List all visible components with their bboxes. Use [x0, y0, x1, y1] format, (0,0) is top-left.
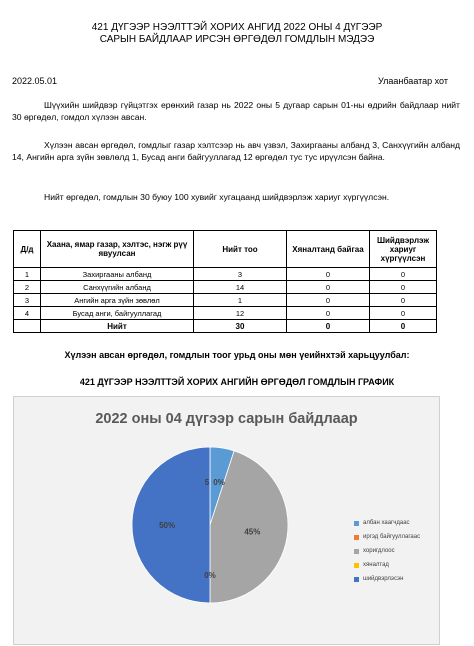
total-monitoring: 0: [287, 320, 370, 333]
cell: 12: [194, 307, 287, 320]
paragraph-1: Шүүхийн шийдвэр гүйцэтгэх ерөнхий газар нь 2022 оны 5 дугаар сарын 01-ны өдрийн байдлаар нийт 30 өргөдөл, гомдол хүлээн авсан.: [12, 100, 460, 122]
chart-title: 2022 оны 04 дүгээр сарын байдлаар: [95, 411, 358, 427]
legend-swatch: [354, 535, 359, 540]
cell: 0: [287, 307, 370, 320]
total-count: 30: [194, 320, 287, 333]
cell: Ангийн арга зүйн зөвлөл: [41, 294, 194, 307]
cell: Захиргааны албанд: [41, 268, 194, 281]
cell: 0: [287, 281, 370, 294]
table-total-row: [14, 320, 437, 333]
cell: [14, 320, 41, 333]
legend-item-1: [354, 530, 420, 544]
cell: 14: [194, 281, 287, 294]
cell: 0: [370, 294, 437, 307]
pie-data-label-1: 0%: [213, 478, 225, 487]
legend-swatch: [354, 549, 359, 554]
chart-area: [13, 396, 440, 645]
report-table: [13, 230, 437, 333]
pie-data-label-2: 45%: [244, 527, 261, 537]
cell: 0: [287, 294, 370, 307]
comparison-note: Хүлээн авсан өргөдөл, гомдлын тоог урьд оны мөн үеийнхтэй харьцуулбал:: [64, 350, 410, 360]
report-title: [0, 22, 474, 46]
total-resolved: 0: [370, 320, 437, 333]
table-row: [14, 307, 437, 320]
paragraph-2: Хүлээн авсан өргөдөл, гомдлыг газар хэлтсээр нь авч үзвэл, Захиргааны албанд 3, Санхүүгийн албанд 14, Ангийн арга зүйн зөвлөлд 1, Бусад анги байгууллагад 12 өргөдөл тус тус ирүүлсэн байна.: [12, 140, 460, 162]
cell: 0: [370, 268, 437, 281]
legend-item-2: [354, 544, 420, 558]
cell: 1: [14, 268, 41, 281]
legend-swatch: [354, 521, 359, 526]
legend-label: хоригдлоос: [363, 548, 395, 554]
pie-data-label-4: 50%: [159, 521, 176, 530]
pie-data-label-0: 5: [204, 478, 210, 487]
legend-label: хяналтад: [363, 562, 389, 568]
chart-heading: 421 ДҮГЭЭР НЭЭЛТТЭЙ ХОРИХ АНГИЙН ӨРГӨДӨЛ ГОМДЛЫН ГРАФИК: [79, 377, 395, 387]
legend-label: албан хаагчдаас: [363, 520, 410, 526]
cell: 4: [14, 307, 41, 320]
paragraph-3: Нийт өргөдөл, гомдлын 30 буюу 100 хувийг хугацаанд шийдвэрлэж хариуг хүргүүлсэн.: [44, 192, 390, 202]
cell: 3: [194, 268, 287, 281]
legend-item-4: [354, 572, 420, 586]
col-header-destination: Хаана, ямар газар, хэлтэс, нэгж рүү явуулсан: [41, 231, 194, 268]
legend-item-0: [354, 516, 420, 530]
table-row: [14, 281, 437, 294]
cell: 1: [194, 294, 287, 307]
title-line-2: САРЫН БАЙДЛААР ИРСЭН ӨРГӨДӨЛ ГОМДЛЫН МЭДЭЭ: [99, 34, 375, 45]
cell: Бусад анги, байгууллагад: [41, 307, 194, 320]
legend-label: иргэд байгууллагаас: [363, 534, 421, 540]
cell: 3: [14, 294, 41, 307]
col-header-index: Д/д: [14, 231, 41, 268]
legend-item-3: [354, 558, 420, 572]
legend-label: шийдвэрлэсэн: [363, 576, 404, 582]
cell: 0: [370, 281, 437, 294]
table-row: [14, 268, 437, 281]
table-header-row: [14, 231, 437, 268]
legend-swatch: [354, 577, 359, 582]
title-line-1: 421 ДҮГЭЭР НЭЭЛТТЭЙ ХОРИХ АНГИД 2022 ОНЫ 4 ДҮГЭЭР: [91, 22, 383, 33]
pie-data-label-3: 0%: [204, 571, 216, 580]
total-label: Нийт: [41, 320, 194, 333]
cell: 0: [287, 268, 370, 281]
legend-swatch: [354, 563, 359, 568]
col-header-monitoring: Хяналтанд байгаа: [287, 231, 370, 268]
report-date: 2022.05.01: [12, 76, 58, 86]
cell: 0: [370, 307, 437, 320]
cell: 2: [14, 281, 41, 294]
chart-legend: [354, 516, 420, 586]
col-header-total: Нийт тоо: [194, 231, 287, 268]
col-header-resolved: Шийдвэрлэж хариуг хүргүүлсэн: [370, 231, 437, 268]
table-row: [14, 294, 437, 307]
report-city: Улаанбаатар хот: [378, 76, 448, 86]
cell: Санхүүгийн албанд: [41, 281, 194, 294]
